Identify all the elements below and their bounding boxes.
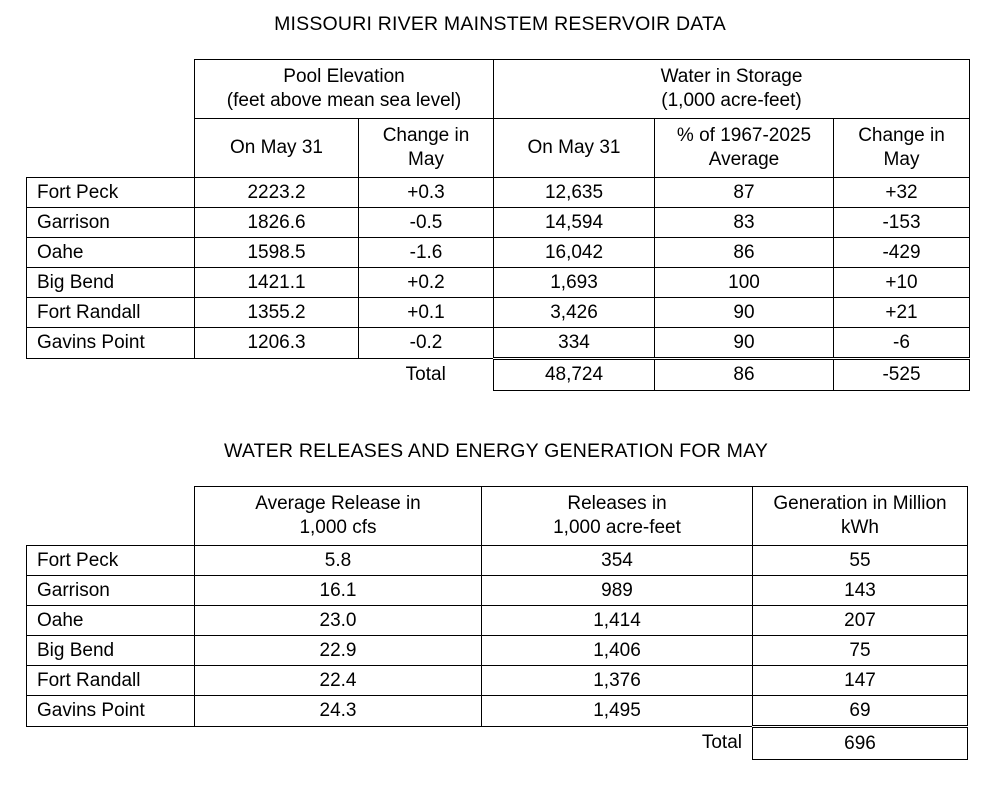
- releases-cell: 989: [482, 576, 753, 606]
- table-row: [27, 606, 968, 636]
- avg-release-cell: 23.0: [195, 606, 482, 636]
- reservoir-name: Fort Randall: [27, 666, 195, 696]
- elevation-cell: 1206.3: [195, 328, 359, 359]
- elevation-cell: 2223.2: [195, 178, 359, 208]
- header-line: Generation in Million: [773, 493, 947, 514]
- storage-change-cell: -153: [834, 208, 970, 238]
- generation-cell: 69: [753, 696, 968, 727]
- header-line: Change in: [858, 125, 945, 146]
- generation-cell: 147: [753, 666, 968, 696]
- table-row: [27, 636, 968, 666]
- generation-cell: 207: [753, 606, 968, 636]
- reservoir-name: Garrison: [27, 208, 195, 238]
- table-row: [27, 576, 968, 606]
- table-row: [27, 546, 968, 576]
- column-header-storage-on-may31: On May 31: [494, 119, 655, 178]
- corner-blank: [27, 119, 195, 178]
- corner-blank: [27, 60, 195, 119]
- generation-cell: 75: [753, 636, 968, 666]
- generation-cell: 143: [753, 576, 968, 606]
- elevation-cell: 1421.1: [195, 268, 359, 298]
- total-generation-cell: 696: [753, 727, 968, 760]
- reservoir-name: Fort Peck: [27, 178, 195, 208]
- releases-cell: 1,495: [482, 696, 753, 727]
- elevation-cell: 1826.6: [195, 208, 359, 238]
- water-in-storage-header: [494, 60, 970, 119]
- storage-change-cell: -6: [834, 328, 970, 359]
- reservoir-name: Oahe: [27, 238, 195, 268]
- storage-pct-cell: 90: [655, 328, 834, 359]
- water-in-storage-units: (1,000 acre-feet): [661, 90, 802, 111]
- table-row: [27, 208, 970, 238]
- pool-elevation-header: [195, 60, 494, 119]
- total-row: [27, 727, 968, 760]
- storage-pct-cell: 90: [655, 298, 834, 328]
- table-row: [27, 238, 970, 268]
- reservoir-name: Gavins Point: [27, 328, 195, 359]
- column-header-generation: [753, 487, 968, 546]
- column-header-releases: [482, 487, 753, 546]
- header-line: May: [408, 149, 444, 170]
- avg-release-cell: 5.8: [195, 546, 482, 576]
- reservoir-name: Gavins Point: [27, 696, 195, 727]
- header-line: kWh: [841, 517, 879, 538]
- storage-pct-cell: 100: [655, 268, 834, 298]
- storage-cell: 14,594: [494, 208, 655, 238]
- avg-release-cell: 22.9: [195, 636, 482, 666]
- column-header-storage-pct-avg: [655, 119, 834, 178]
- table-row: [27, 268, 970, 298]
- storage-change-cell: +10: [834, 268, 970, 298]
- releases-table: [26, 486, 968, 760]
- releases-cell: 1,376: [482, 666, 753, 696]
- total-pct-cell: 86: [655, 359, 834, 391]
- column-header-elev-on-may31: On May 31: [195, 119, 359, 178]
- corner-blank: [27, 487, 195, 546]
- column-header-avg-release: [195, 487, 482, 546]
- storage-pct-cell: 83: [655, 208, 834, 238]
- blank-cell: [27, 359, 195, 391]
- pool-elevation-title: Pool Elevation: [283, 66, 405, 87]
- elevation-change-cell: +0.2: [359, 268, 494, 298]
- storage-cell: 16,042: [494, 238, 655, 268]
- elevation-change-cell: +0.3: [359, 178, 494, 208]
- header-line: % of 1967-2025: [676, 125, 812, 146]
- reservoir-name: Fort Peck: [27, 546, 195, 576]
- releases-cell: 1,406: [482, 636, 753, 666]
- avg-release-cell: 16.1: [195, 576, 482, 606]
- storage-change-cell: +32: [834, 178, 970, 208]
- blank-cell: [195, 727, 482, 760]
- blank-cell: [27, 727, 195, 760]
- elevation-change-cell: -1.6: [359, 238, 494, 268]
- table-row: [27, 696, 968, 727]
- pool-elevation-units: (feet above mean sea level): [226, 90, 462, 111]
- storage-cell: 334: [494, 328, 655, 359]
- releases-cell: 1,414: [482, 606, 753, 636]
- column-header-storage-change: [834, 119, 970, 178]
- total-storage-change-cell: -525: [834, 359, 970, 391]
- storage-pct-cell: 87: [655, 178, 834, 208]
- reservoir-name: Garrison: [27, 576, 195, 606]
- header-line: May: [883, 149, 920, 170]
- header-line: Change in: [382, 125, 470, 146]
- elevation-change-cell: -0.2: [359, 328, 494, 359]
- reservoir-data-title: MISSOURI RIVER MAINSTEM RESERVOIR DATA: [274, 13, 726, 35]
- storage-change-cell: +21: [834, 298, 970, 328]
- blank-cell: [195, 359, 359, 391]
- generation-cell: 55: [753, 546, 968, 576]
- total-row: [27, 359, 970, 391]
- header-line: 1,000 cfs: [299, 517, 377, 538]
- table-row: [27, 298, 970, 328]
- storage-cell: 3,426: [494, 298, 655, 328]
- water-in-storage-title: Water in Storage: [660, 66, 803, 87]
- storage-cell: 1,693: [494, 268, 655, 298]
- header-line: Releases in: [567, 493, 667, 514]
- releases-title: WATER RELEASES AND ENERGY GENERATION FOR MAY: [223, 440, 769, 462]
- reservoir-name: Big Bend: [27, 636, 195, 666]
- reservoir-name: Big Bend: [27, 268, 195, 298]
- elevation-cell: 1355.2: [195, 298, 359, 328]
- column-header-elev-change: [359, 119, 494, 178]
- header-line: Average Release in: [255, 493, 421, 514]
- total-label: Total: [405, 363, 446, 385]
- elevation-change-cell: +0.1: [359, 298, 494, 328]
- avg-release-cell: 22.4: [195, 666, 482, 696]
- total-label: Total: [701, 732, 742, 754]
- table-row: [27, 328, 970, 359]
- elevation-change-cell: -0.5: [359, 208, 494, 238]
- reservoir-name: Oahe: [27, 606, 195, 636]
- reservoir-name: Fort Randall: [27, 298, 195, 328]
- avg-release-cell: 24.3: [195, 696, 482, 727]
- reservoir-data-table: [26, 59, 970, 391]
- releases-cell: 354: [482, 546, 753, 576]
- storage-cell: 12,635: [494, 178, 655, 208]
- total-storage-cell: 48,724: [494, 359, 655, 391]
- table-row: [27, 178, 970, 208]
- table-row: [27, 666, 968, 696]
- header-line: Average: [708, 149, 780, 170]
- storage-change-cell: -429: [834, 238, 970, 268]
- storage-pct-cell: 86: [655, 238, 834, 268]
- elevation-cell: 1598.5: [195, 238, 359, 268]
- header-line: 1,000 acre-feet: [553, 517, 681, 538]
